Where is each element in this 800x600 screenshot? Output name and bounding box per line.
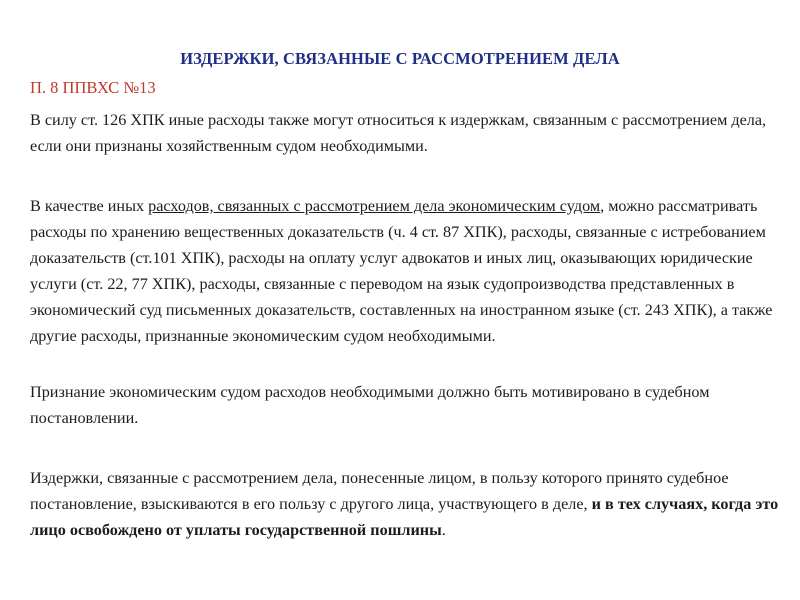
paragraph-2-underlined: расходов, связанных с рассмотрением дела экономическим судом — [148, 197, 601, 215]
paragraph-4 — [30, 465, 780, 543]
paragraph-1-text: В силу ст. 126 ХПК иные расходы также могут относиться к издержкам, связанным с рассмотрением дела, если они признаны хозяйственным судом необходимыми. — [30, 111, 767, 155]
paragraph-2-prefix: В качестве иных — [30, 197, 149, 215]
paragraph-4-prefix: Издержки, связанные с рассмотрением дела, понесенные лицом, в пользу которого принято судебное постановление, взыскиваются в его пользу с другого лица, участвующего в деле, — [30, 469, 729, 513]
slide-title: ИЗДЕРЖКИ, СВЯЗАННЫЕ С РАССМОТРЕНИЕМ ДЕЛА — [180, 49, 620, 68]
paragraph-2 — [30, 193, 780, 349]
paragraph-3-text: Признание экономическим судом расходов необходимыми должно быть мотивировано в судебном постановлении. — [30, 383, 710, 427]
paragraph-4-bold: и в тех случаях, когда это лицо освобождено от уплаты государственной пошлины — [30, 495, 779, 539]
paragraph-1 — [30, 107, 780, 159]
paragraph-4-suffix: . — [441, 521, 446, 539]
paragraph-2-suffix: , можно рассматривать расходы по хранению вещественных доказательств (ч. 4 ст. 87 ХПК), расходы, связанные с истребованием доказательств (ст.101 ХПК), расходы на оплату услуг адвокатов и иных лиц, оказывающих юридические услуги (ст. 22, 77 ХПК), расходы, связанные с переводом на язык судопроизводства представленных в экономический суд письменных доказательств, составленных на иностранном языке (ст. 243 ХПК), а также другие расходы, признанные экономическим судом необходимыми. — [30, 197, 773, 345]
legal-reference: П. 8 ППВХС №13 — [30, 78, 156, 97]
paragraph-3 — [30, 379, 780, 431]
